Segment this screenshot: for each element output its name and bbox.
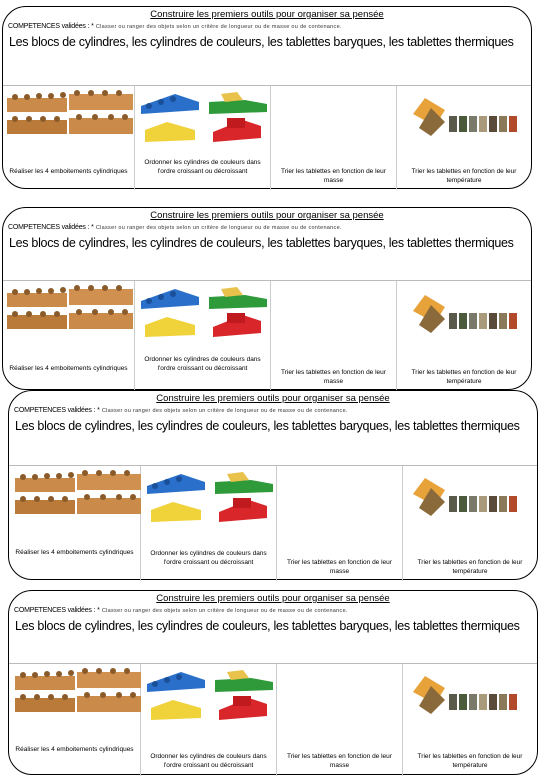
activity-cell-cylinder-blocks [9, 664, 141, 776]
competences-text: Classer ou ranger des objets selon un critère de longueur ou de masse ou de contenance. [95, 225, 342, 231]
competences-marker: * [97, 607, 100, 614]
competences-label: COMPETENCES validées : [8, 224, 90, 231]
competences-line [8, 23, 342, 30]
activity-cell-colored-cylinders [141, 466, 277, 581]
activity-cell-cylinder-blocks [3, 281, 135, 391]
worksheet-card-4 [8, 590, 538, 775]
worksheet-card-2 [2, 207, 532, 390]
activity-caption: Réaliser les 4 emboitements cylindriques [15, 746, 134, 753]
competences-marker: * [91, 23, 94, 30]
section-heading: Construire les premiers outils pour organiser sa pensée [156, 393, 390, 404]
activity-cell-cylinder-blocks [3, 86, 135, 190]
competences-line [8, 224, 342, 231]
activity-cell-baric-tablets [271, 281, 397, 391]
wooden-cylinder-blocks-photo [7, 90, 135, 140]
competences-line [14, 407, 348, 414]
colored-cylinders-photo [145, 470, 275, 528]
activity-cell-cylinder-blocks [9, 466, 141, 581]
activity-title: Les blocs de cylindres, les cylindres de couleurs, les tablettes baryques, les tablettes thermiques [9, 35, 514, 49]
activity-caption: Trier les tablettes en fonction de leur température [417, 559, 523, 575]
wooden-cylinder-blocks-photo [15, 470, 143, 520]
competences-text: Classer ou ranger des objets selon un critère de longueur ou de masse ou de contenance. [101, 408, 348, 414]
competences-line [14, 607, 348, 614]
activity-caption: Ordonner les cylindres de couleurs dans l'ordre croissant ou décroissant [150, 753, 267, 769]
activity-caption: Ordonner les cylindres de couleurs dans l'ordre croissant ou décroissant [150, 550, 267, 566]
competences-label: COMPETENCES validées : [14, 607, 96, 614]
wooden-cylinder-blocks-photo [15, 668, 143, 718]
activity-caption: Trier les tablettes en fonction de leur masse [287, 559, 392, 575]
colored-cylinders-photo [139, 90, 269, 148]
activity-cell-baric-tablets [271, 86, 397, 190]
activity-caption: Trier les tablettes en fonction de leur température [411, 369, 517, 385]
section-heading: Construire les premiers outils pour organiser sa pensée [150, 9, 384, 20]
activity-cell-baric-tablets [277, 466, 403, 581]
activity-cell-colored-cylinders [135, 86, 271, 190]
activity-grid [9, 465, 537, 581]
activity-grid [3, 280, 531, 391]
activity-cell-thermic-tablets [397, 281, 531, 391]
activity-grid [3, 85, 531, 190]
wooden-cylinder-blocks-photo [7, 285, 135, 335]
activity-grid [9, 663, 537, 776]
thermic-tablets-photo [411, 674, 521, 714]
activity-caption: Trier les tablettes en fonction de leur température [417, 753, 523, 769]
activity-caption: Réaliser les 4 emboitements cylindriques [9, 365, 128, 372]
thermic-tablets-photo [411, 293, 521, 333]
competences-marker: * [91, 224, 94, 231]
activity-cell-baric-tablets [277, 664, 403, 776]
competences-text: Classer ou ranger des objets selon un critère de longueur ou de masse ou de contenance. [101, 608, 348, 614]
competences-marker: * [97, 407, 100, 414]
activity-title: Les blocs de cylindres, les cylindres de couleurs, les tablettes baryques, les tablettes thermiques [15, 619, 520, 633]
thermic-tablets-photo [411, 476, 521, 516]
colored-cylinders-photo [139, 285, 269, 343]
activity-title: Les blocs de cylindres, les cylindres de couleurs, les tablettes baryques, les tablettes thermiques [9, 236, 514, 250]
activity-cell-thermic-tablets [403, 664, 537, 776]
activity-caption: Trier les tablettes en fonction de leur température [411, 168, 517, 184]
section-heading: Construire les premiers outils pour organiser sa pensée [156, 593, 390, 604]
activity-caption: Ordonner les cylindres de couleurs dans l'ordre croissant ou décroissant [144, 159, 261, 175]
activity-cell-colored-cylinders [141, 664, 277, 776]
activity-caption: Ordonner les cylindres de couleurs dans l'ordre croissant ou décroissant [144, 356, 261, 372]
activity-cell-thermic-tablets [403, 466, 537, 581]
activity-caption: Trier les tablettes en fonction de leur masse [281, 168, 386, 184]
colored-cylinders-photo [145, 668, 275, 726]
competences-text: Classer ou ranger des objets selon un critère de longueur ou de masse ou de contenance. [95, 24, 342, 30]
competences-label: COMPETENCES validées : [8, 23, 90, 30]
competences-label: COMPETENCES validées : [14, 407, 96, 414]
activity-caption: Réaliser les 4 emboitements cylindriques [9, 168, 128, 175]
activity-title: Les blocs de cylindres, les cylindres de couleurs, les tablettes baryques, les tablettes thermiques [15, 419, 520, 433]
thermic-tablets-photo [411, 96, 521, 136]
activity-cell-thermic-tablets [397, 86, 531, 190]
activity-caption: Réaliser les 4 emboitements cylindriques [15, 549, 134, 556]
worksheet-card-3 [8, 390, 538, 580]
section-heading: Construire les premiers outils pour organiser sa pensée [150, 210, 384, 221]
activity-caption: Trier les tablettes en fonction de leur masse [281, 369, 386, 385]
activity-cell-colored-cylinders [135, 281, 271, 391]
activity-caption: Trier les tablettes en fonction de leur masse [287, 753, 392, 769]
worksheet-card-1 [2, 6, 532, 189]
